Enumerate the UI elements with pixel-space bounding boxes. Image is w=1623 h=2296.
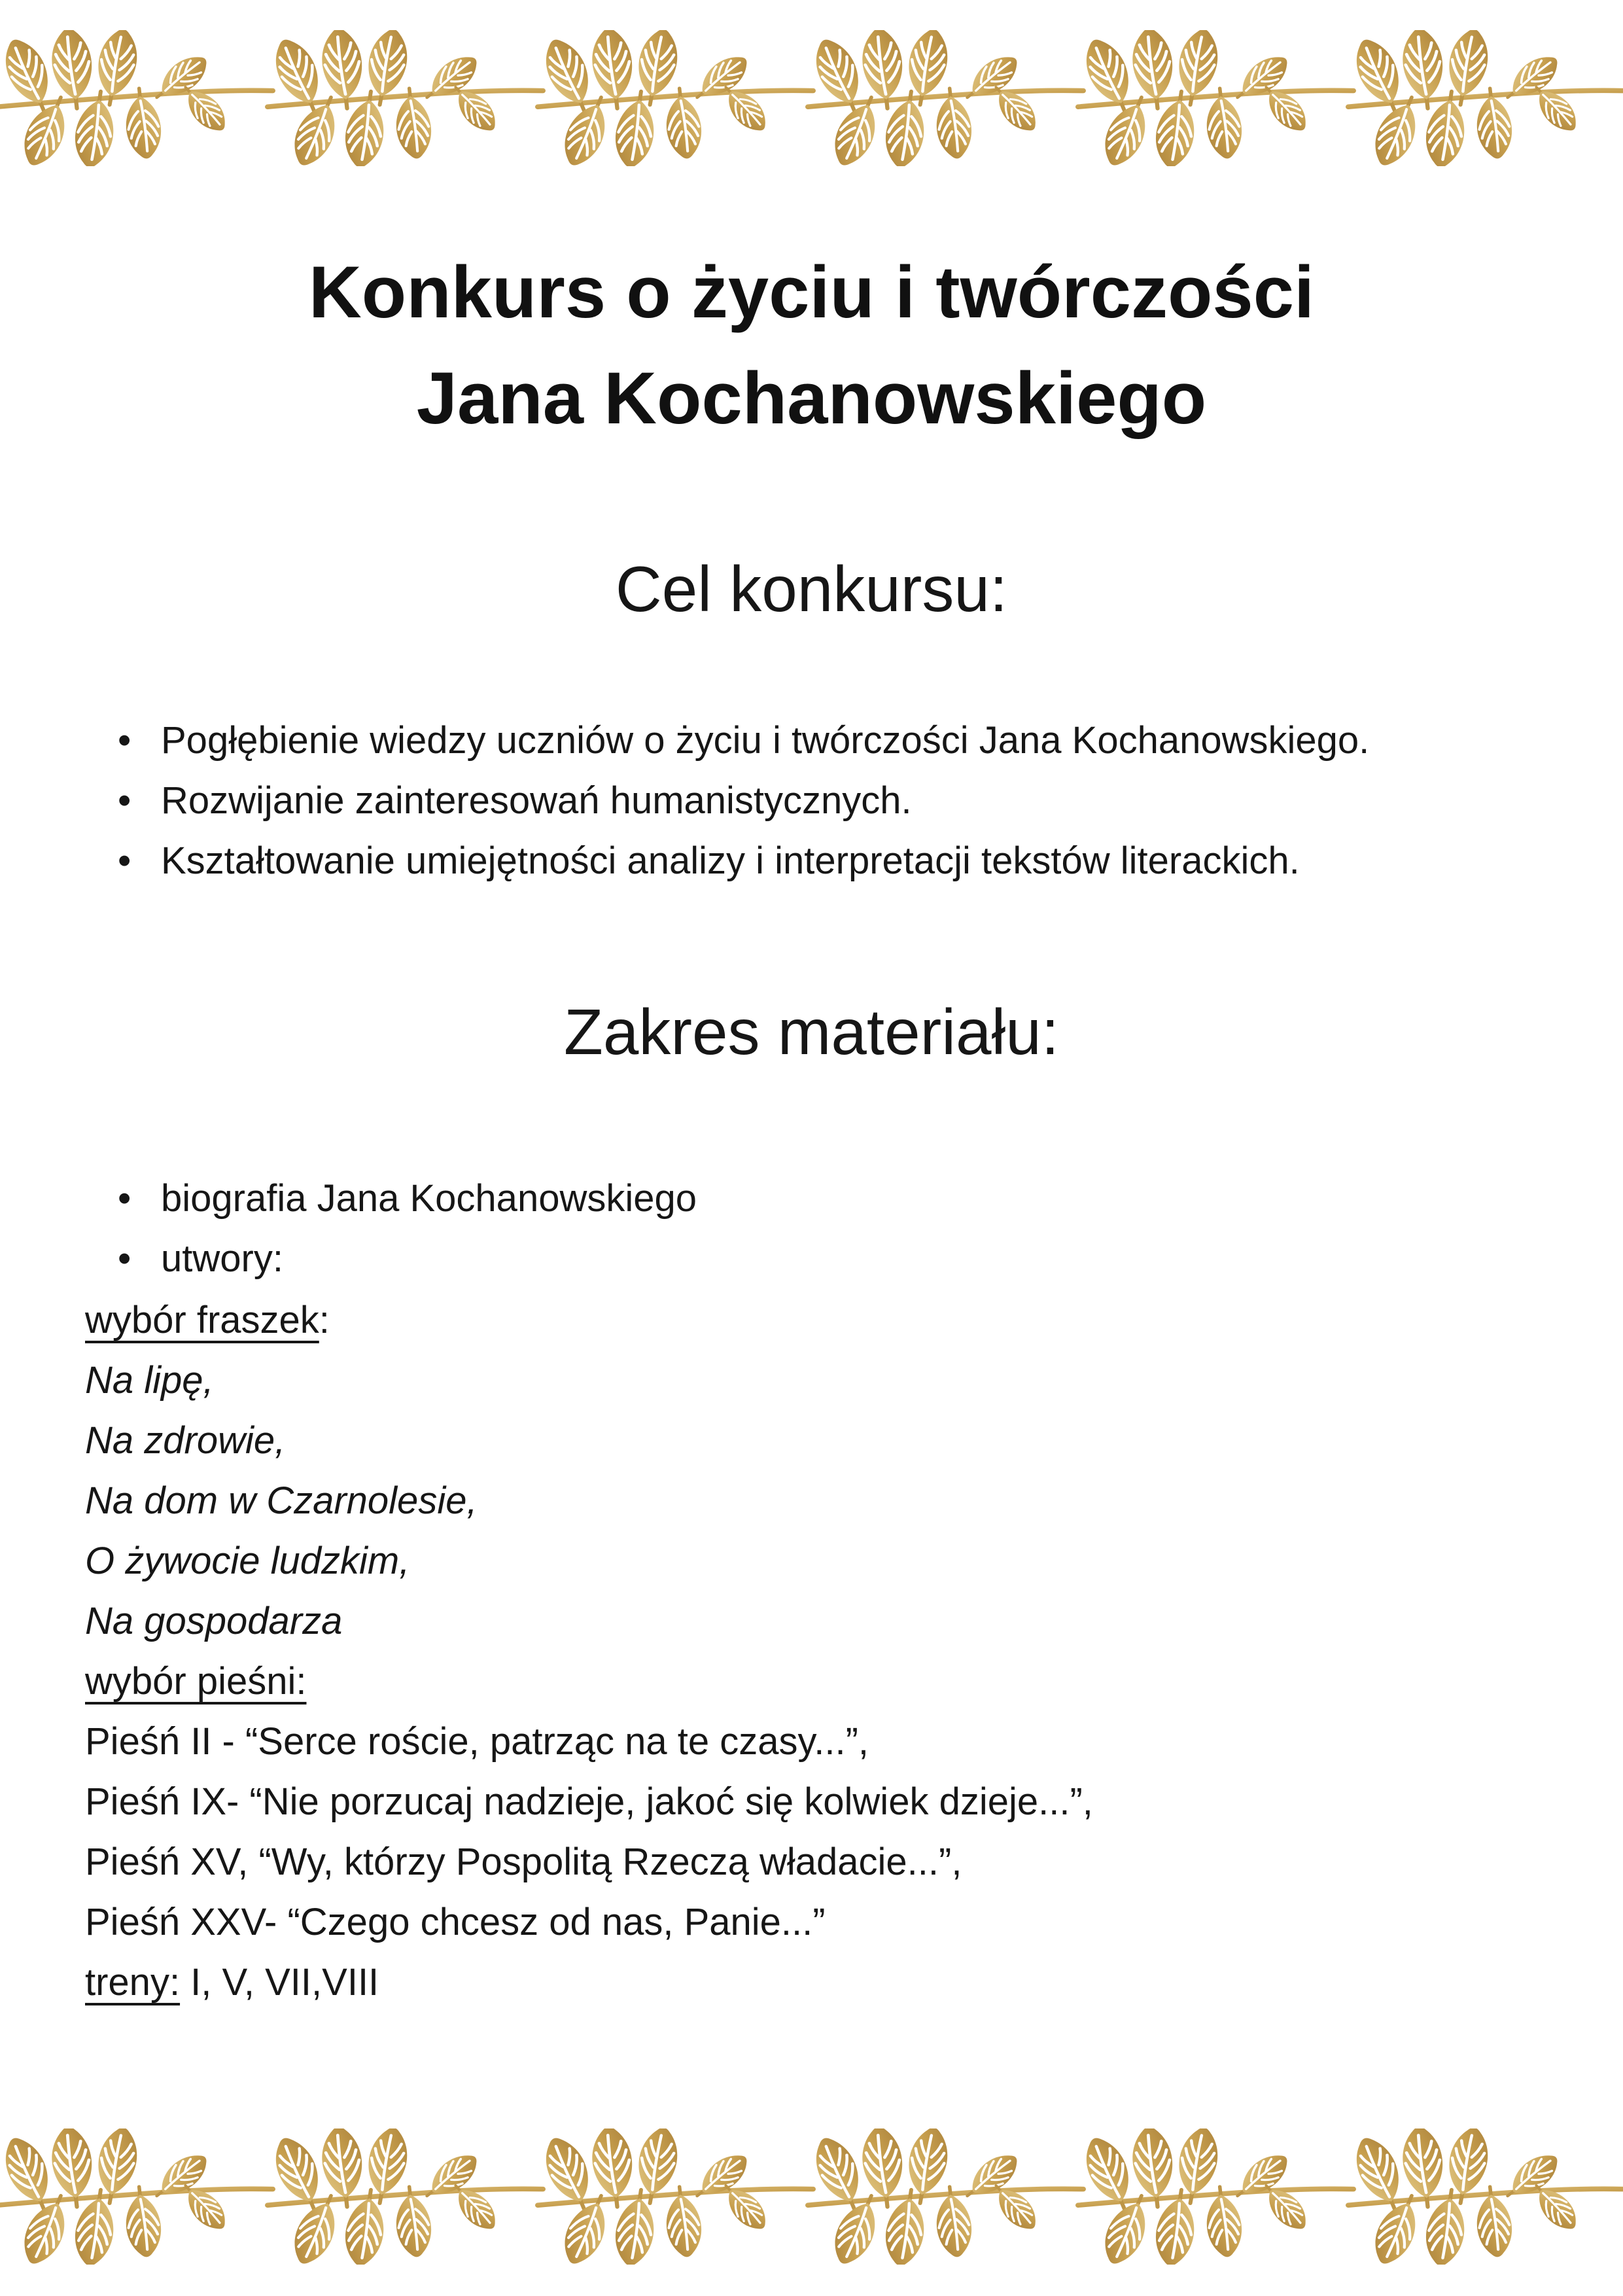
fraszka-title: O żywocie ludzkim,: [85, 1540, 410, 1582]
piesn-title: Pieśń XXV- “Czego chcesz od nas, Panie...”: [85, 1901, 826, 1943]
page-title: [0, 239, 1623, 451]
fraszka-title: Na zdrowie,: [85, 1419, 286, 1462]
list-item: [98, 1169, 1544, 1229]
list-item: [98, 771, 1544, 831]
gold-leaf-border-bottom: [0, 2128, 1623, 2265]
fraszka-title: Na dom w Czarnolesie,: [85, 1479, 478, 1522]
piesn-title: Pieśń XV, “Wy, którzy Pospolitą Rzeczą władacie...”,: [85, 1841, 962, 1883]
scope-bullet-list: [98, 1169, 1544, 1289]
list-item: [98, 831, 1544, 891]
list-item: [98, 711, 1544, 771]
piesni-label: wybór pieśni:: [85, 1660, 307, 1703]
list-item-text: biografia Jana Kochanowskiego: [161, 1177, 697, 1220]
list-item-text: utwory:: [161, 1237, 283, 1280]
piesn-title: Pieśń II - “Serce roście, patrząc na te czasy...”,: [85, 1720, 869, 1763]
bullet-icon: •: [118, 719, 131, 762]
scope-section-heading: Zakres materiału:: [563, 996, 1059, 1068]
leaf-branch-garland-icon: [0, 30, 1623, 166]
list-item-text: Rozwijanie zainteresowań humanistycznych.: [161, 779, 912, 822]
page-title-line1: Konkurs o życiu i twórczości: [308, 251, 1315, 333]
fraszki-label-colon: :: [319, 1299, 330, 1341]
page-title-line2: Jana Kochanowskiego: [416, 357, 1207, 439]
goal-section-heading: Cel konkursu:: [615, 553, 1008, 625]
treny-line: [85, 1952, 1558, 2013]
gold-leaf-border-top: [0, 30, 1623, 166]
list-item: [98, 1229, 1544, 1289]
list-item-text: Pogłębienie wiedzy uczniów o życiu i twórczości Jana Kochanowskiego.: [161, 719, 1370, 762]
goal-bullet-list: [98, 711, 1544, 891]
fraszka-title: Na lipę,: [85, 1359, 214, 1402]
fraszka-title: Na gospodarza: [85, 1600, 343, 1642]
piesn-title: Pieśń IX- “Nie porzucaj nadzieje, jakoć się kolwiek dzieje...”,: [85, 1780, 1093, 1823]
bullet-icon: •: [118, 839, 131, 882]
fraszki-label-line: [85, 1290, 1558, 1351]
leaf-branch-garland-icon: [0, 2128, 1623, 2265]
list-item-text: Kształtowanie umiejętności analizy i interpretacji tekstów literackich.: [161, 839, 1300, 882]
piesni-label-line: [85, 1651, 1558, 1712]
treny-label: treny:: [85, 1961, 181, 2004]
treny-values: I, V, VII,VIII: [180, 1961, 379, 2004]
fraszki-label: wybór fraszek: [85, 1299, 319, 1341]
works-list: [85, 1290, 1558, 2013]
bullet-icon: •: [118, 1177, 131, 1220]
bullet-icon: •: [118, 779, 131, 822]
bullet-icon: •: [118, 1237, 131, 1280]
